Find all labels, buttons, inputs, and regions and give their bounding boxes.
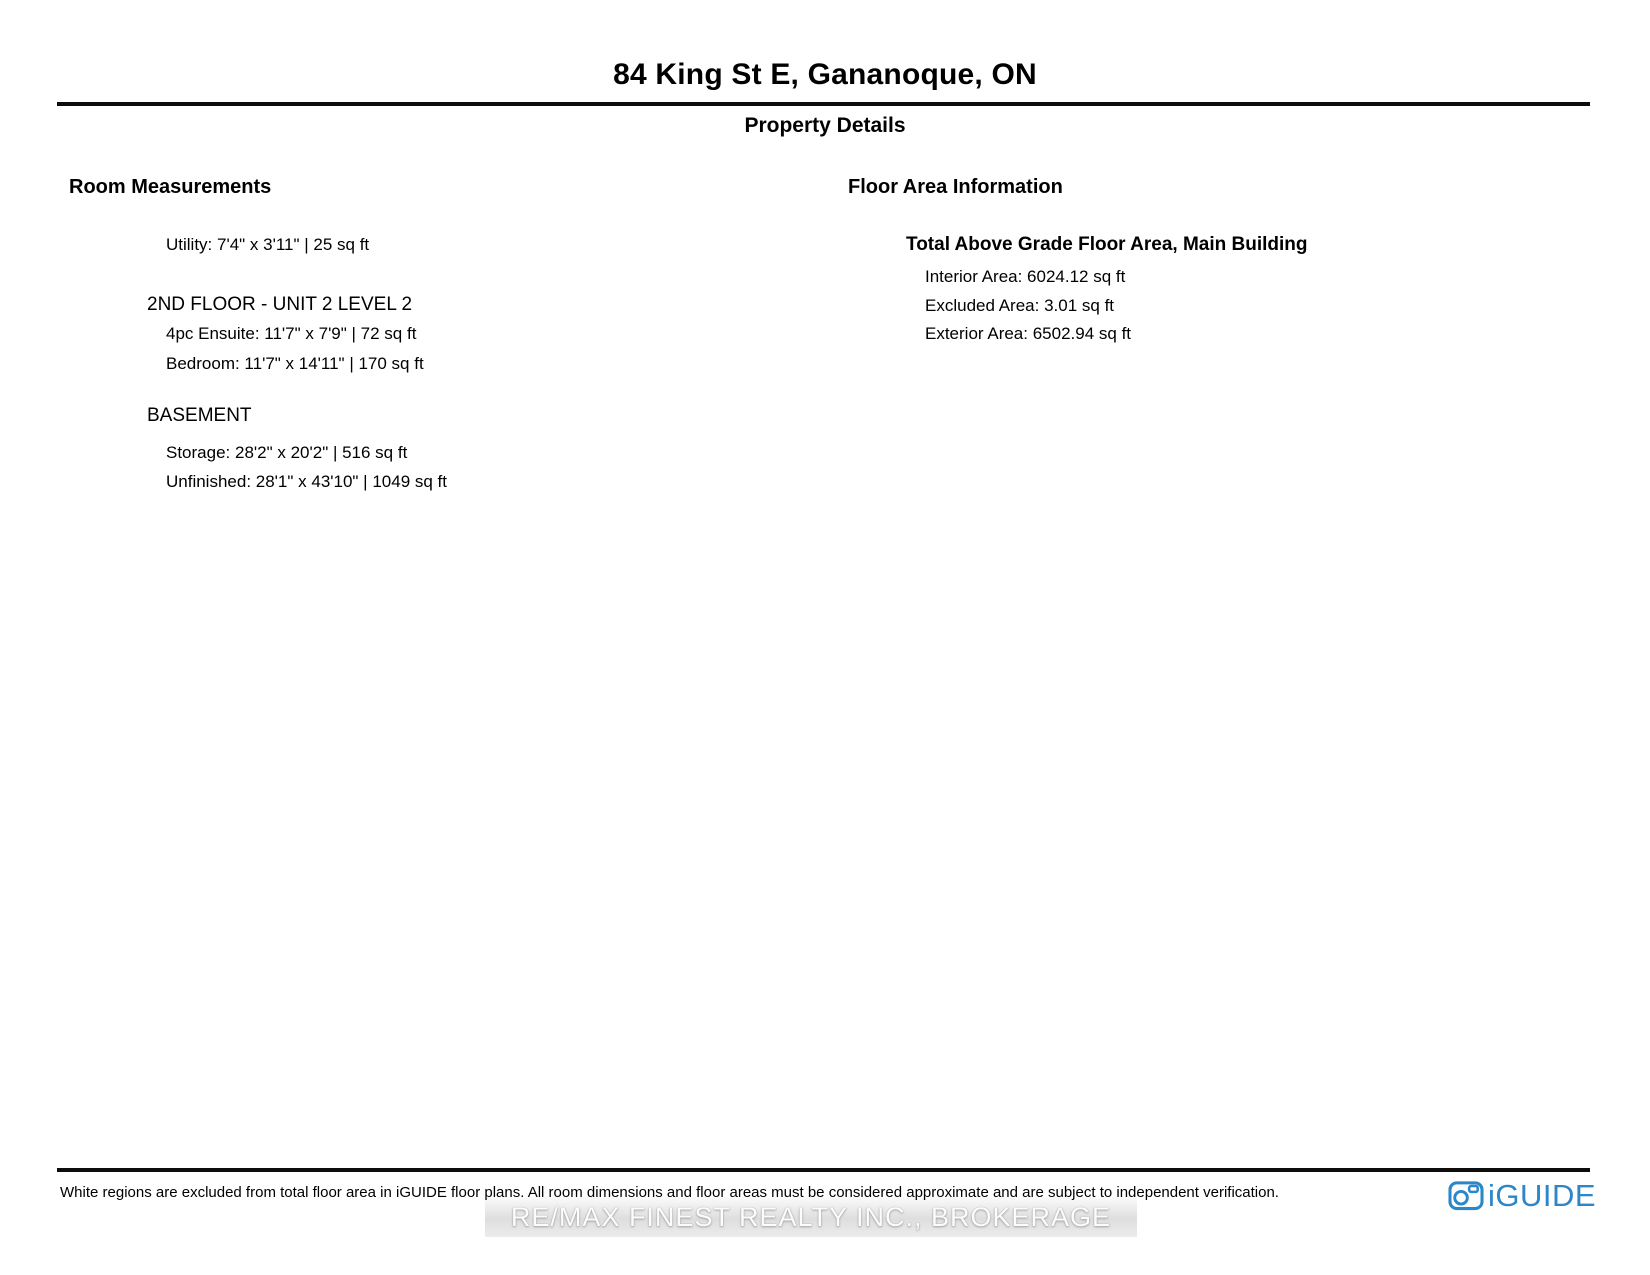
page-subtitle: Property Details: [744, 114, 906, 137]
room-item-bedroom: Bedroom: 11'7" x 14'11" | 170 sq ft: [166, 354, 424, 373]
area-item-exterior: Exterior Area: 6502.94 sq ft: [925, 324, 1132, 343]
floor-area-subheading: Total Above Grade Floor Area, Main Building: [906, 234, 1308, 255]
floor-area-heading: Floor Area Information: [848, 176, 1063, 198]
area-item-excluded: Excluded Area: 3.01 sq ft: [925, 296, 1115, 315]
iguide-logo-text: iGUIDE: [1488, 1178, 1597, 1213]
area-item-interior: Interior Area: 6024.12 sq ft: [925, 267, 1126, 286]
footer-divider: [57, 1168, 1590, 1172]
room-item-utility: Utility: 7'4" x 3'11" | 25 sq ft: [166, 235, 370, 254]
header-divider: [57, 102, 1590, 106]
section-title-2nd-floor: 2ND FLOOR - UNIT 2 LEVEL 2: [147, 294, 413, 315]
iguide-logo: [1448, 1180, 1596, 1211]
room-item-ensuite: 4pc Ensuite: 11'7" x 7'9" | 72 sq ft: [166, 324, 417, 343]
room-item-unfinished: Unfinished: 28'1" x 43'10" | 1049 sq ft: [166, 472, 447, 491]
brokerage-watermark: RE/MAX FINEST REALTY INC., BROKERAGE: [485, 1197, 1137, 1237]
room-item-storage: Storage: 28'2" x 20'2" | 516 sq ft: [166, 443, 408, 462]
section-title-basement: BASEMENT: [147, 405, 252, 426]
footer-disclaimer: White regions are excluded from total floor area in iGUIDE floor plans. All room dimensions and floor areas must be considered approximate and are subject to independent verification.: [60, 1184, 1279, 1201]
iguide-camera-icon: [1448, 1180, 1484, 1211]
page-title: 84 King St E, Gananoque, ON: [613, 58, 1037, 91]
room-measurements-heading: Room Measurements: [69, 176, 272, 198]
